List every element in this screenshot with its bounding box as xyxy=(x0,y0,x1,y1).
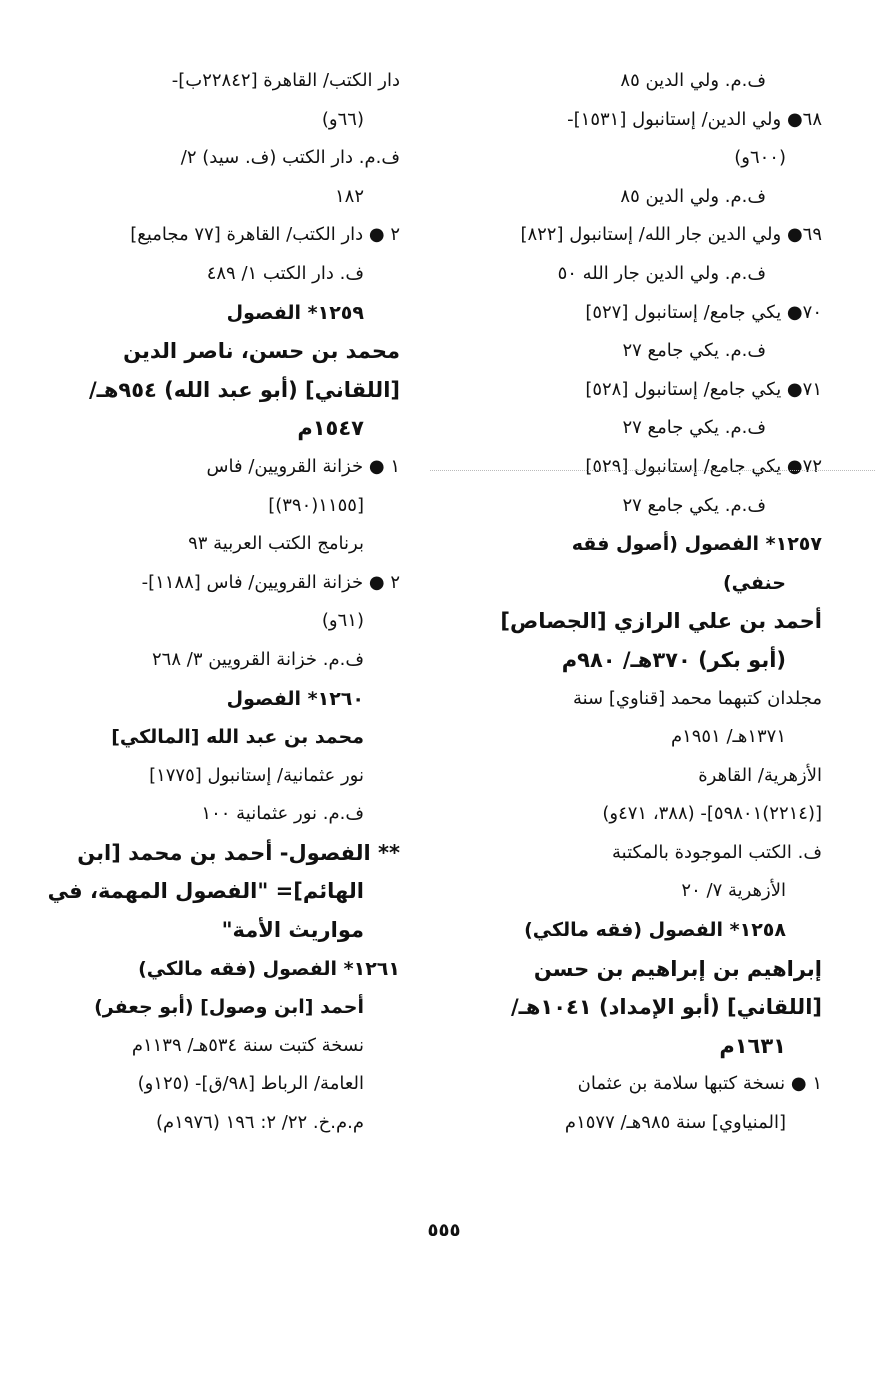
right-column-line: [المنياوي] سنة ٩٨٥هـ/ ١٥٧٧م xyxy=(564,1112,786,1134)
left-column-line: ١٢٥٩* الفصول xyxy=(226,301,364,324)
left-column-line: العامة/ الرباط [٩٨/ق]- (١٢٥و) xyxy=(137,1073,364,1095)
left-column-line: ف.م. نور عثمانية ١٠٠ xyxy=(201,803,364,825)
left-column xyxy=(47,62,400,1143)
left-column-line: دار الكتب/ القاهرة [٢٢٨٤٢ب]- xyxy=(171,70,400,91)
left-column-line: ٢ ● دار الكتب/ القاهرة [٧٧ مجاميع] xyxy=(130,224,400,246)
right-column-line: ١٦٣١م xyxy=(719,1033,786,1058)
right-column-line: [(٢٢١٤)٥٩٨٠١]- (٣٨٨، ٤٧١و) xyxy=(602,803,822,825)
left-column-line: ** الفصول- أحمد بن محمد [ابن xyxy=(77,840,400,865)
right-column-line: (أبو بكر) ٣٧٠هـ/ ٩٨٠م xyxy=(561,647,786,672)
right-column-line: الأزهرية ٧/ ٢٠ xyxy=(681,880,786,902)
right-column-line: ف.م. يكي جامع ٢٧ xyxy=(622,417,766,439)
left-column-line: برنامج الكتب العربية ٩٣ xyxy=(188,533,364,555)
scan-line xyxy=(430,470,875,471)
left-column-line: ١٨٢ xyxy=(334,185,364,207)
left-column-line: محمد بن عبد الله [المالكي] xyxy=(111,726,364,749)
right-column-line: (٦٠٠و) xyxy=(734,147,786,169)
right-column-line: ف. الكتب الموجودة بالمكتبة xyxy=(612,841,822,863)
left-column-line: ف.م. خزانة القرويين ٣/ ٢٦٨ xyxy=(152,648,364,670)
right-column-line: إبراهيم بن إبراهيم بن حسن xyxy=(533,956,822,981)
right-column-line: ١٢٥٨* الفصول (فقه مالكي) xyxy=(524,919,786,942)
right-column-line: ف.م. ولي الدين جار الله ٥٠ xyxy=(557,262,766,284)
right-column-line: ٦٨● ولي الدين/ إستانبول [١٥٣١]- xyxy=(567,108,822,130)
right-column-line: ١٣٧١هـ/ ١٩٥١م xyxy=(670,726,786,748)
right-column-line: ف.م. يكي جامع ٢٧ xyxy=(622,340,766,362)
left-column-line: نور عثمانية/ إستانبول [١٧٧٥] xyxy=(149,764,364,786)
right-column-line: أحمد بن علي الرازي [الجصاص] xyxy=(500,609,822,634)
left-column-line: ف. دار الكتب ١/ ٤٨٩ xyxy=(206,262,364,284)
left-column-line: ١٢٦١* الفصول (فقه مالكي) xyxy=(138,957,400,980)
right-column-line: ٧٠● يكي جامع/ إستانبول [٥٢٧] xyxy=(585,301,822,323)
left-column-line: ١٥٤٧م xyxy=(297,416,364,441)
left-column-line: م.م.خ. ٢٢/ ٢: ١٩٦ (١٩٧٦م) xyxy=(155,1112,364,1134)
right-column-line: ٧١● يكي جامع/ إستانبول [٥٢٨] xyxy=(585,378,822,400)
right-column-line: ١٢٥٧* الفصول (أصول فقه xyxy=(571,533,822,556)
left-column-line: ١٢٦٠* الفصول xyxy=(226,687,364,710)
left-column-line: (٦٦و) xyxy=(321,108,364,130)
right-column-line: ٧٢● يكي جامع/ إستانبول [٥٢٩] xyxy=(585,455,822,477)
left-column-line: (٦١و) xyxy=(321,610,364,632)
page-number: ٥٥٥ xyxy=(427,1220,461,1241)
right-column-line: الأزهرية/ القاهرة xyxy=(698,764,822,786)
left-column-line: [١١٥٥(٣٩٠)] xyxy=(268,494,364,516)
right-column-line: ف.م. ولي الدين ٨٥ xyxy=(620,70,766,91)
right-column-line: ف.م. ولي الدين ٨٥ xyxy=(620,185,766,207)
right-column-line: حنفي) xyxy=(722,571,786,594)
left-column-line: الهائم]= "الفصول المهمة، في xyxy=(47,879,364,904)
left-column-line: ف.م. دار الكتب (ف. سيد) ٢/ xyxy=(180,147,400,169)
left-column-line: [اللقاني] (أبو عبد الله) ٩٥٤هـ/ xyxy=(89,377,400,402)
left-column-line: أحمد [ابن وصول] (أبو جعفر) xyxy=(94,996,364,1019)
left-column-line: ١ ● خزانة القرويين/ فاس xyxy=(206,455,400,477)
left-column-line: مواريث الأمة" xyxy=(221,918,364,943)
left-column-line: محمد بن حسن، ناصر الدين xyxy=(123,339,400,364)
right-column xyxy=(470,62,822,1143)
right-column-line: ٦٩● ولي الدين جار الله/ إستانبول [٨٢٢] xyxy=(520,224,822,246)
right-column-line: ف.م. يكي جامع ٢٧ xyxy=(622,494,766,516)
left-column-line: نسخة كتبت سنة ٥٣٤هـ/ ١١٣٩م xyxy=(131,1034,364,1056)
right-column-line: [اللقاني] (أبو الإمداد) ١٠٤١هـ/ xyxy=(510,995,822,1020)
left-column-line: ٢ ● خزانة القرويين/ فاس [١١٨٨]- xyxy=(141,571,400,593)
right-column-line: ١ ● نسخة كتبها سلامة بن عثمان xyxy=(577,1073,822,1095)
right-column-line: مجلدان كتبهما محمد [قناوي] سنة xyxy=(572,687,822,709)
